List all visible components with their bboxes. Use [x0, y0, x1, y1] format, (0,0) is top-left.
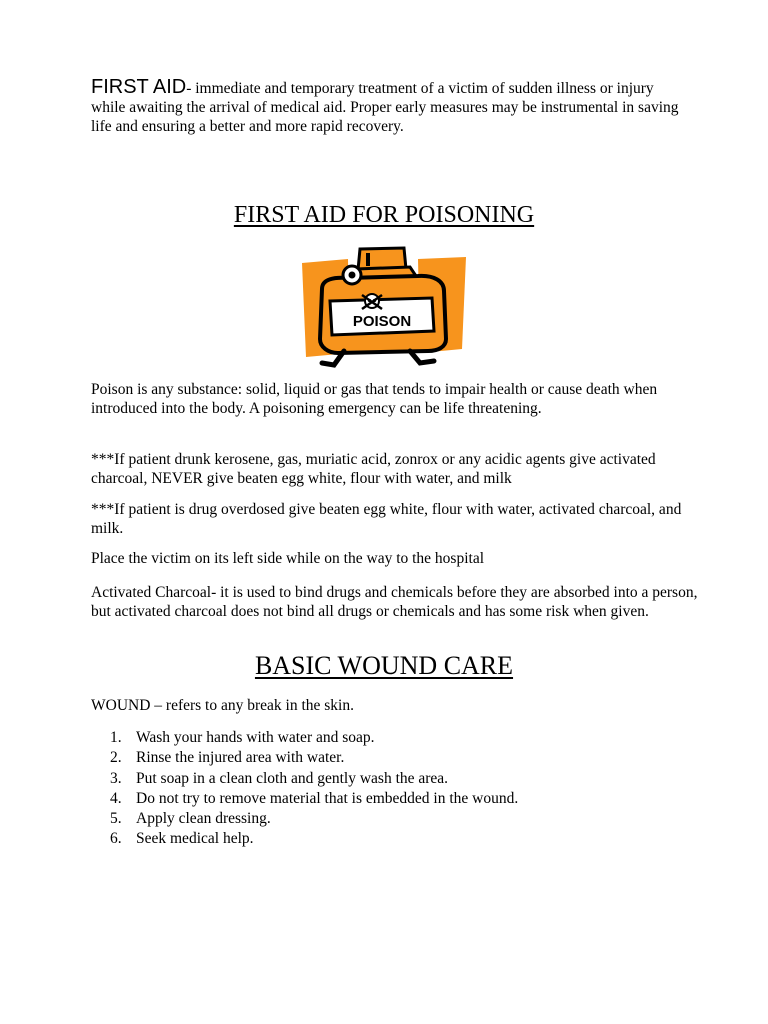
step-text: Rinse the injured area with water. — [136, 749, 345, 767]
wound-care-heading: BASIC WOUND CARE — [254, 651, 514, 680]
step-text: Do not try to remove material that is embedded in the wound. — [136, 789, 519, 807]
step-text: Wash your hands with water and soap. — [136, 729, 375, 746]
list-item — [110, 728, 518, 748]
first-aid-definition — [91, 78, 691, 136]
list-item — [110, 748, 518, 768]
wound-definition: WOUND – refers to any break in the skin. — [91, 697, 354, 714]
first-aid-definition-text: - immediate and temporary treatment of a victim of sudden illness or injury while awaiting the arrival of medical aid. Proper early measures may be instrumental in saving life and ensuring a better and more rapid recovery. — [91, 80, 679, 135]
step-text: Put soap in a clean cloth and gently wash the area. — [136, 769, 449, 787]
step-number: 6. — [110, 830, 122, 848]
wound-care-steps — [110, 728, 518, 850]
poison-definition: Poison is any substance: solid, liquid or gas that tends to impair health or cause death when introduced into the body. A poisoning emergency can be life threatening. — [91, 381, 658, 417]
step-number: 4. — [110, 789, 122, 807]
poisoning-heading: FIRST AID FOR POISONING — [233, 202, 535, 228]
step-number: 3. — [110, 769, 122, 787]
step-number: 1. — [110, 729, 122, 746]
poison-bottle-icon — [300, 245, 470, 370]
poison-label: POISON — [352, 313, 412, 330]
activated-charcoal-note: Activated Charcoal- it is used to bind drugs and chemicals before they are absorbed into a person, but activated charcoal does not bind all drugs or chemicals and has some risk when given. — [91, 584, 698, 620]
list-item — [110, 809, 518, 829]
list-item — [110, 769, 518, 789]
acidic-agents-note: ***If patient drunk kerosene, gas, muriatic acid, zonrox or any acidic agents give activated charcoal, NEVER give beaten egg white, flour with water, and milk — [91, 451, 656, 487]
drug-overdose-note: ***If patient is drug overdosed give beaten egg white, flour with water, activated charcoal, and milk. — [91, 501, 682, 537]
step-number: 5. — [110, 810, 122, 828]
left-side-note: Place the victim on its left side while on the way to the hospital — [91, 550, 485, 567]
list-item — [110, 789, 518, 809]
step-number: 2. — [110, 749, 122, 767]
first-aid-term: FIRST AID — [91, 76, 187, 98]
list-item — [110, 829, 518, 849]
step-text: Apply clean dressing. — [136, 810, 271, 828]
step-text: Seek medical help. — [136, 830, 254, 848]
